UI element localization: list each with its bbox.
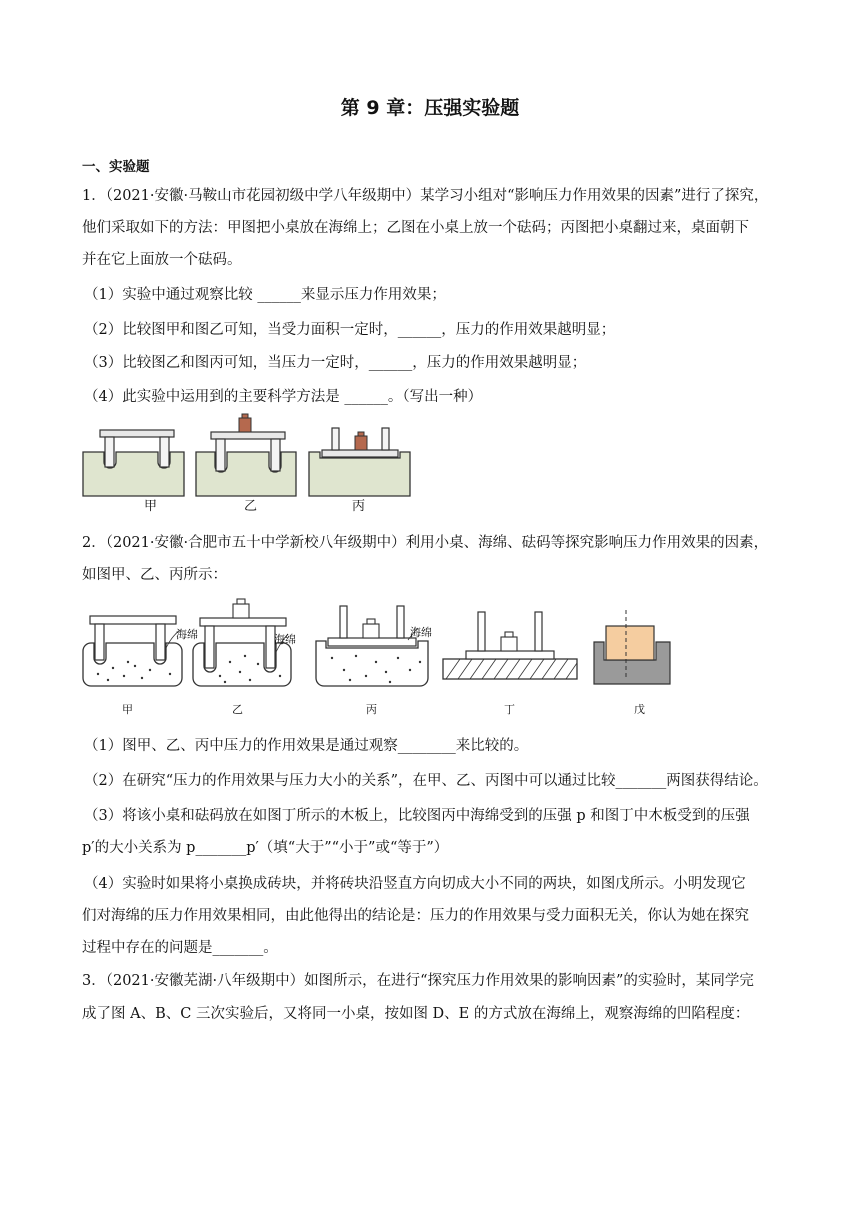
q2-caption-yi: 乙 bbox=[232, 703, 243, 716]
q2-label-sponge-yi: 海绵 bbox=[274, 633, 296, 646]
q2-sub-2: （2）在研究“压力的作用效果与压力大小的关系”，在甲、乙、丙图中可以通过比较_______两图获得结论。 bbox=[84, 773, 768, 789]
q2-caption-jia: 甲 bbox=[122, 703, 133, 716]
q2-line-1: 2．（2021·安徽·合肥市五十中学新校八年级期中）利用小桌、海绵、砝码等探究影响压力作用效果的因素， bbox=[82, 535, 769, 551]
q1-caption-yi: 乙 bbox=[244, 499, 258, 514]
q1-caption-bing: 丙 bbox=[352, 499, 366, 514]
q2-fig-ding bbox=[443, 612, 577, 679]
q1-sub-4: （4）此实验中运用到的主要科学方法是 ______。（写出一种） bbox=[84, 389, 483, 405]
section-heading: 一、实验题 bbox=[82, 159, 150, 175]
q2-fig-bing bbox=[316, 606, 428, 686]
q2-fig-jia bbox=[83, 616, 182, 686]
q2-fig-wu bbox=[594, 610, 670, 684]
q1-fig-bing bbox=[309, 428, 410, 496]
page-title: 第 9 章：压强实验题 bbox=[340, 97, 520, 119]
q2-label-sponge-bing: 海绵 bbox=[410, 626, 432, 639]
q2-figure bbox=[80, 596, 680, 692]
q1-sub-1: （1）实验中通过观察比较 ______来显示压力作用效果； bbox=[84, 287, 446, 303]
q2-line-2: 如图甲、乙、丙所示： bbox=[82, 567, 227, 583]
q1-line-1: 1．（2021·安徽·马鞍山市花园初级中学八年级期中）某学习小组对“影响压力作用效果的因素”进行了探究， bbox=[82, 188, 769, 204]
q1-line-2: 他们采取如下的方法：甲图把小桌放在海绵上；乙图在小桌上放一个砝码；丙图把小桌翻过来，桌面朝下 bbox=[82, 220, 749, 236]
q2-label-sponge-jia: 海绵 bbox=[176, 628, 198, 641]
q3-line-1: 3．（2021·安徽芜湖·八年级期中）如图所示，在进行“探究压力作用效果的影响因素”的实验时，某同学完 bbox=[82, 973, 754, 989]
q2-caption-ding: 丁 bbox=[504, 703, 515, 716]
q2-sub-3a: （3）将该小桌和砝码放在如图丁所示的木板上，比较图丙中海绵受到的压强 p 和图丁中木板受到的压强 bbox=[84, 808, 750, 824]
q2-sub-4a: （4）实验时如果将小桌换成砖块，并将砖块沿竖直方向切成大小不同的两块，如图戊所示。小明发现它 bbox=[84, 876, 746, 892]
q2-caption-bing: 丙 bbox=[366, 703, 377, 716]
q1-sub-3: （3）比较图乙和图丙可知，当压力一定时，______，压力的作用效果越明显； bbox=[84, 355, 587, 371]
q2-sub-3b: p′的大小关系为 p_______p′（填“大于”“小于”或“等于”） bbox=[82, 840, 449, 856]
q1-caption-jia: 甲 bbox=[144, 499, 158, 514]
q2-sub-4c: 过程中存在的问题是_______。 bbox=[82, 940, 278, 956]
q2-caption-wu: 戊 bbox=[634, 703, 645, 716]
q1-line-3: 并在它上面放一个砝码。 bbox=[82, 252, 242, 268]
q2-sub-4b: 们对海绵的压力作用效果相同，由此他得出的结论是：压力的作用效果与受力面积无关，你认为她在探究 bbox=[82, 908, 749, 924]
q2-sub-1: （1）图甲、乙、丙中压力的作用效果是通过观察________来比较的。 bbox=[84, 738, 529, 754]
q1-fig-yi bbox=[196, 414, 296, 496]
q1-sub-2: （2）比较图甲和图乙可知，当受力面积一定时，______，压力的作用效果越明显； bbox=[84, 322, 616, 338]
q3-line-2: 成了图 A、B、C 三次实验后，又将同一小桌，按如图 D、E 的方式放在海绵上，观察海绵的凹陷程度： bbox=[82, 1006, 750, 1022]
q1-fig-jia bbox=[83, 430, 184, 496]
